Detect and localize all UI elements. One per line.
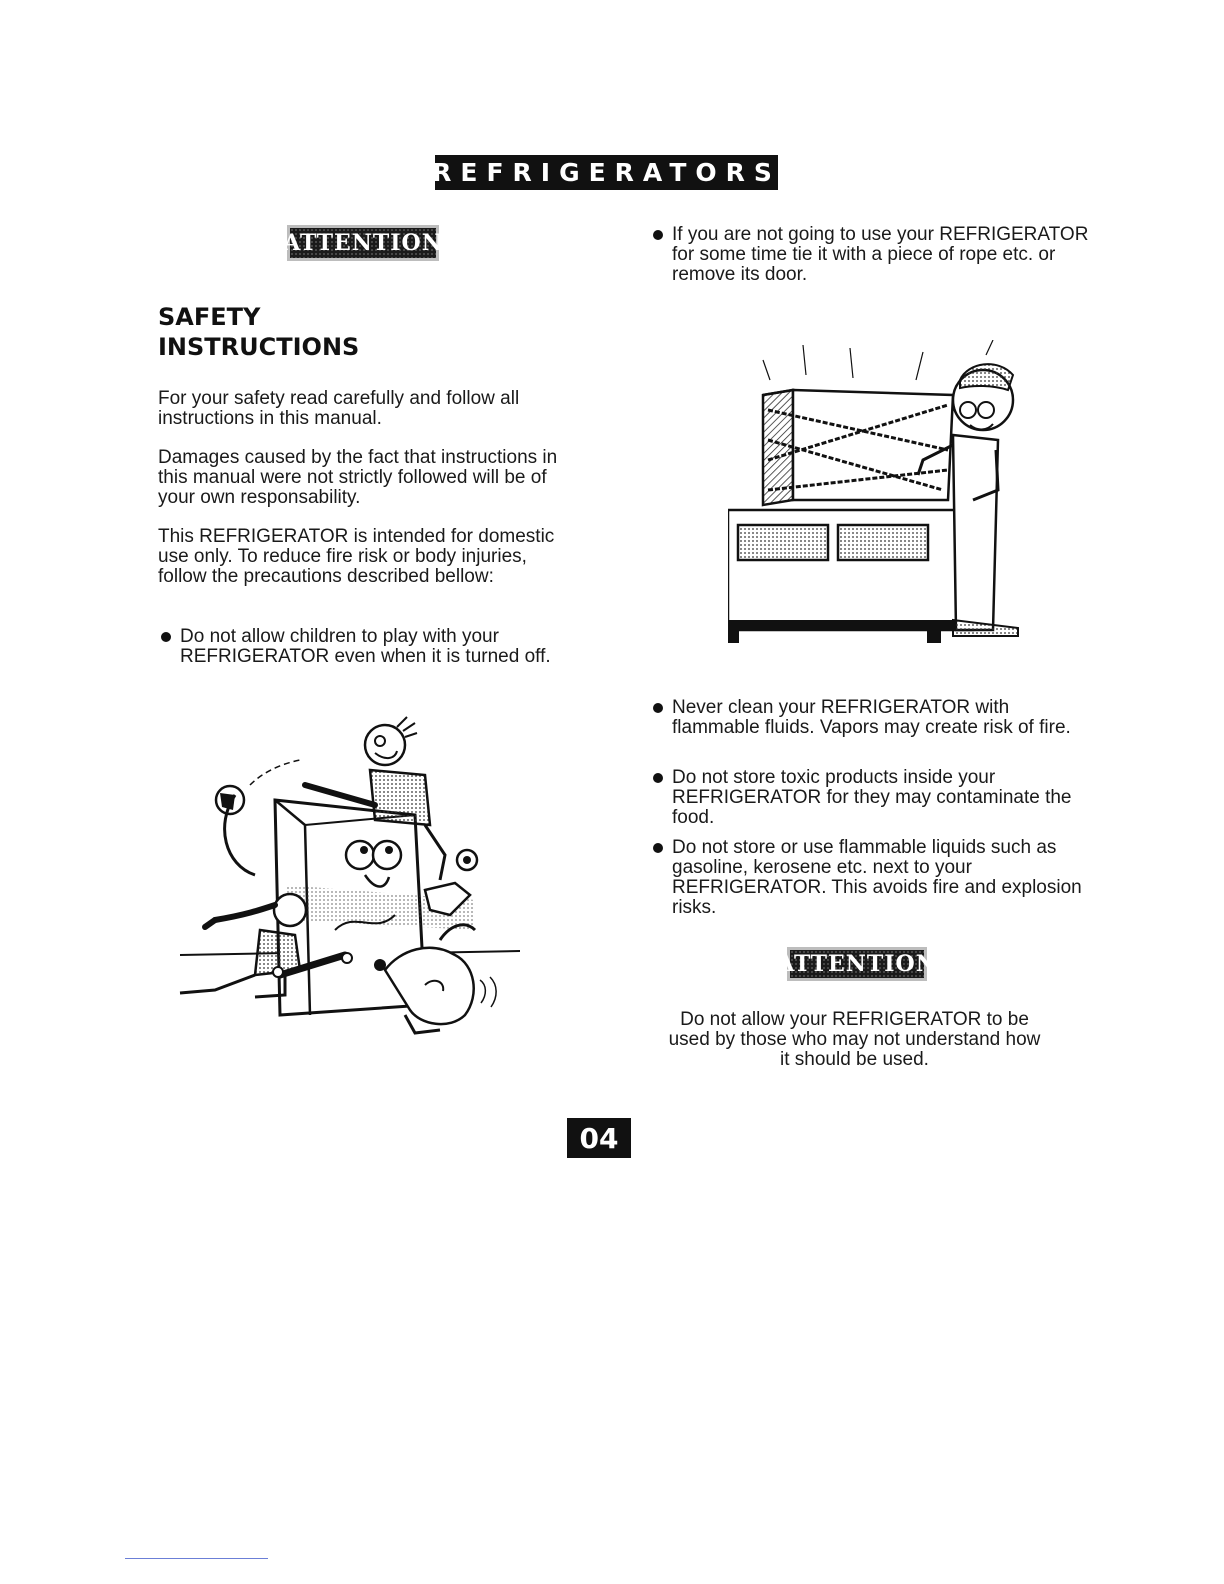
rope-bullet: If you are not going to use your REFRIGERATOR for some time tie it with a piece of rope etc. or remove its door. [650,225,1092,285]
no-flammable-liquids-bullet: Do not store or use flammable liquids such as gasoline, kerosene etc. next to your REFRIGERATOR. This avoids fire and explosion risks. [650,838,1092,918]
no-flammable-cleaning-bullet: Never clean your REFRIGERATOR with flammable fluids. Vapors may create risk of fire. [650,698,1092,738]
footer-divider [125,1558,268,1559]
no-toxic-products-bullet: Do not store toxic products inside your REFRIGERATOR for they may contaminate the food. [650,768,1092,828]
section-title-line2: INSTRUCTIONS [158,333,360,361]
damages-paragraph: Damages caused by the fact that instructions in this manual were not strictly followed will be of your own responsability. [158,447,558,508]
children-playing-illustration [175,715,535,1035]
section-title-line1: SAFETY [158,303,261,331]
man-tying-refrigerator-illustration [728,340,1028,645]
children-warning-bullet: Do not allow children to play with your REFRIGERATOR even when it is turned off. [158,627,574,667]
page-header-title: REFRIGERATORS [435,155,778,190]
attention-badge-bottom: ATTENTION [777,951,937,977]
attention-badge: ATTENTION [283,230,443,256]
section-title [158,302,578,362]
closing-notice: Do not allow your REFRIGERATOR to be used by those who may not understand how it should be used. [668,1009,1041,1070]
intro-paragraph: For your safety read carefully and follow all instructions in this manual. [158,388,520,429]
page-number: 04 [567,1118,631,1158]
domestic-use-paragraph: This REFRIGERATOR is intended for domestic use only. To reduce fire risk or body injuries, follow the precautions described bellow: [158,526,555,587]
